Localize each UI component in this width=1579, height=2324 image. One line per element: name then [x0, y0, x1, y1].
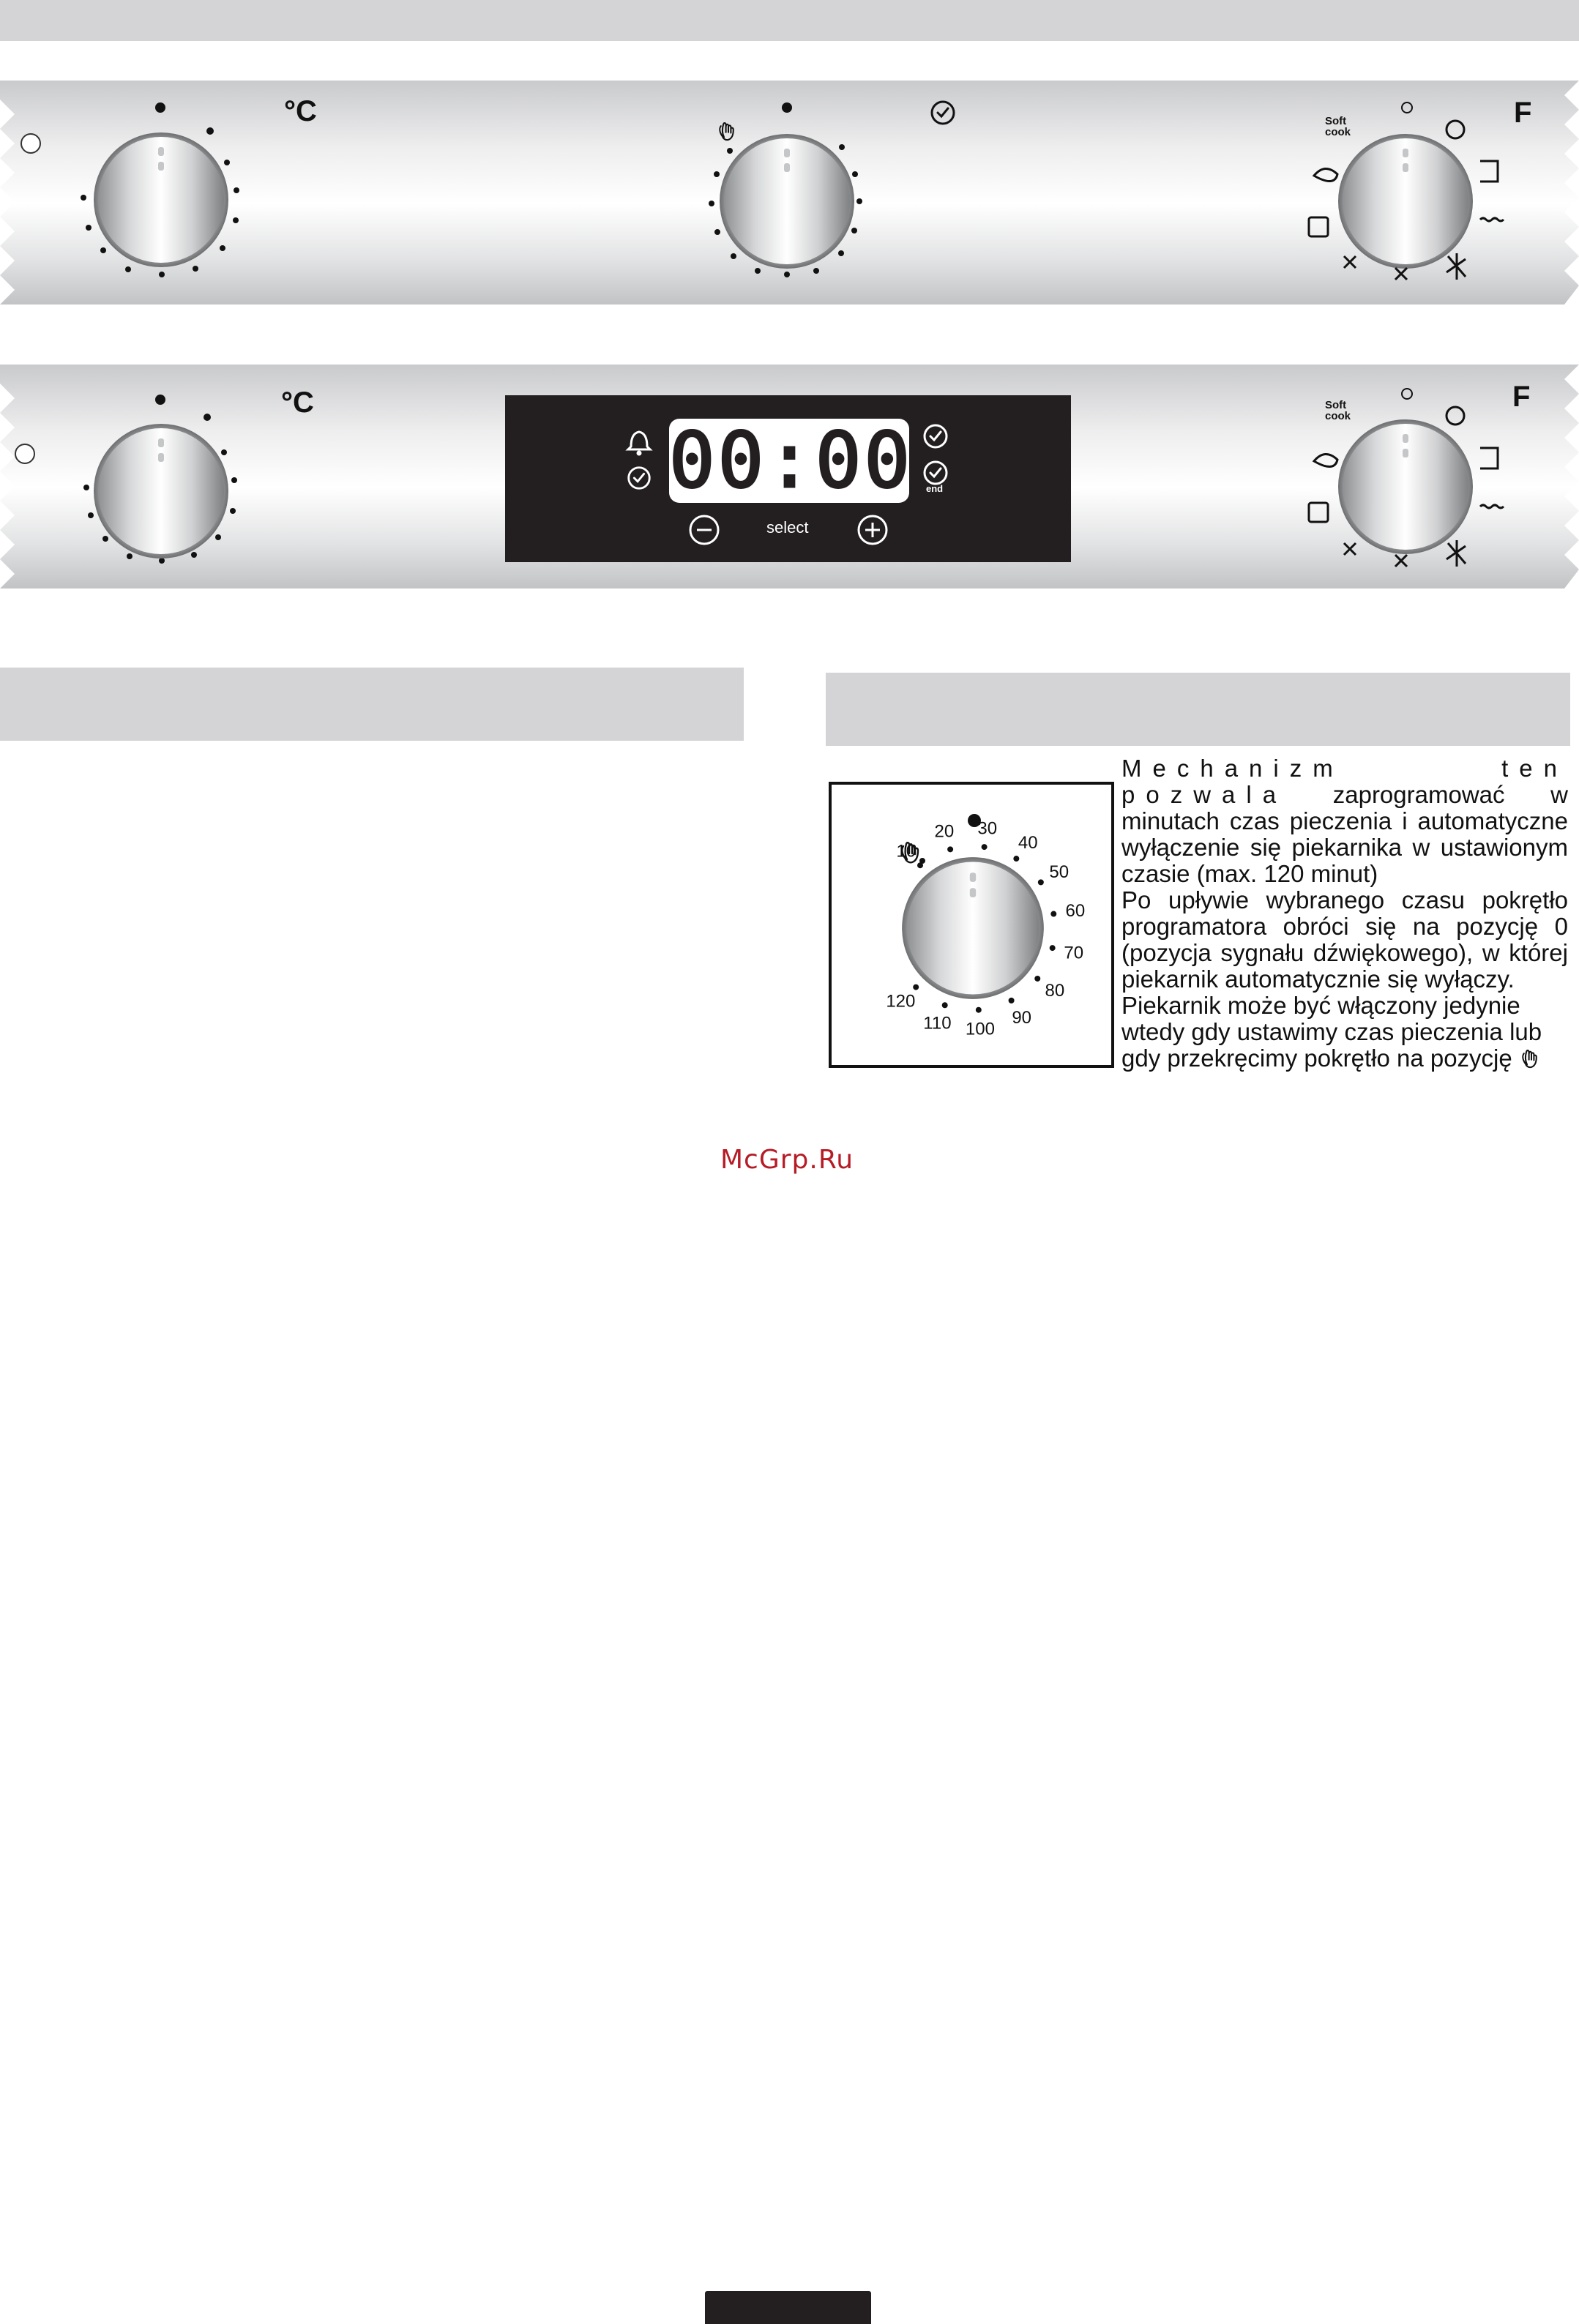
dial-dot — [942, 1002, 948, 1008]
timer-description — [1121, 755, 1568, 1072]
softcook-word-1: Soft — [1325, 115, 1347, 127]
section-header-right — [826, 673, 1570, 746]
dial-mark-110: 110 — [923, 1013, 952, 1034]
dial-mark-30: 30 — [977, 818, 998, 839]
paragraph-3 — [1121, 993, 1568, 1072]
temperature-unit-label: °C — [281, 386, 314, 419]
dial-dot — [917, 862, 923, 868]
function-unit-label: F — [1512, 381, 1531, 413]
dial-mark-80: 80 — [1045, 980, 1065, 1001]
duration-icon — [925, 425, 947, 447]
section-header-left — [0, 668, 744, 741]
power-indicator-light — [15, 444, 34, 463]
dial-dot — [1009, 998, 1015, 1004]
minus-button[interactable] — [690, 516, 718, 544]
softcook-word-2: cook — [1325, 126, 1351, 138]
end-label: end — [926, 483, 944, 494]
dial-mark-70: 70 — [1064, 943, 1084, 963]
dial-dot — [1038, 879, 1044, 885]
paragraph-2: Po upływie wybranego czasu pokrętło programatora obróci się na pozycję 0 (pozycja sygnału dźwiękowego), w której piekarnik automatycznie się wyłączy. — [1121, 886, 1568, 993]
paragraph-1-first-line: Mechanizm ten pozwala — [1121, 755, 1568, 808]
page-number-tab — [705, 2291, 871, 2324]
electronic-timer-display — [505, 395, 1071, 562]
end-time-icon — [925, 462, 947, 484]
control-panel-mechanical — [0, 81, 1579, 304]
plus-button[interactable] — [859, 516, 886, 544]
dial-mark-60: 60 — [1065, 901, 1086, 922]
lcd-time: 00:00 — [669, 416, 914, 505]
clock-icon — [629, 468, 650, 489]
temperature-unit-label: °C — [284, 95, 317, 127]
dial-dot — [1034, 976, 1040, 982]
dial-mark-20: 20 — [934, 821, 955, 842]
softcook-word-2: cook — [1325, 410, 1351, 422]
dial-dot — [976, 1007, 982, 1013]
dial-dot — [1050, 911, 1056, 917]
paragraph-1 — [1121, 755, 1568, 887]
bell-icon — [628, 432, 650, 455]
timer-dial-diagram — [829, 782, 1114, 1068]
dial-mark-40: 40 — [1018, 832, 1038, 853]
paragraph-1-rest: zaprogramować w minutach czas pieczenia i automatyczne wyłączenie się piekarnika w ustawionym czasie (max. 120 minut) — [1121, 781, 1568, 887]
dial-dot — [913, 984, 919, 990]
softcook-icon — [1325, 116, 1351, 138]
softcook-icon — [1325, 400, 1351, 422]
dial-mark-50: 50 — [1049, 862, 1070, 882]
dial-dot — [1050, 945, 1056, 951]
watermark: McGrp.Ru — [720, 1145, 854, 1175]
select-label: select — [766, 518, 809, 537]
function-unit-label: F — [1514, 97, 1532, 129]
softcook-word-1: Soft — [1325, 399, 1347, 411]
dial-dot — [947, 846, 953, 852]
dial-mark-100: 100 — [965, 1019, 995, 1039]
manual-hand-icon — [1519, 1046, 1544, 1071]
dial-dot — [982, 844, 988, 850]
power-indicator-light — [21, 134, 40, 153]
dial-mark-10: 10 — [896, 841, 917, 862]
header-bar — [0, 0, 1579, 41]
paragraph-3-text: Piekarnik może być włączony jedynie wtedy gdy ustawimy czas pieczenia lub gdy przekręcimy pokrętło na pozycję — [1121, 992, 1542, 1072]
dial-mark-120: 120 — [886, 991, 916, 1012]
dial-dot — [1013, 856, 1019, 862]
dial-mark-90: 90 — [1012, 1007, 1032, 1028]
